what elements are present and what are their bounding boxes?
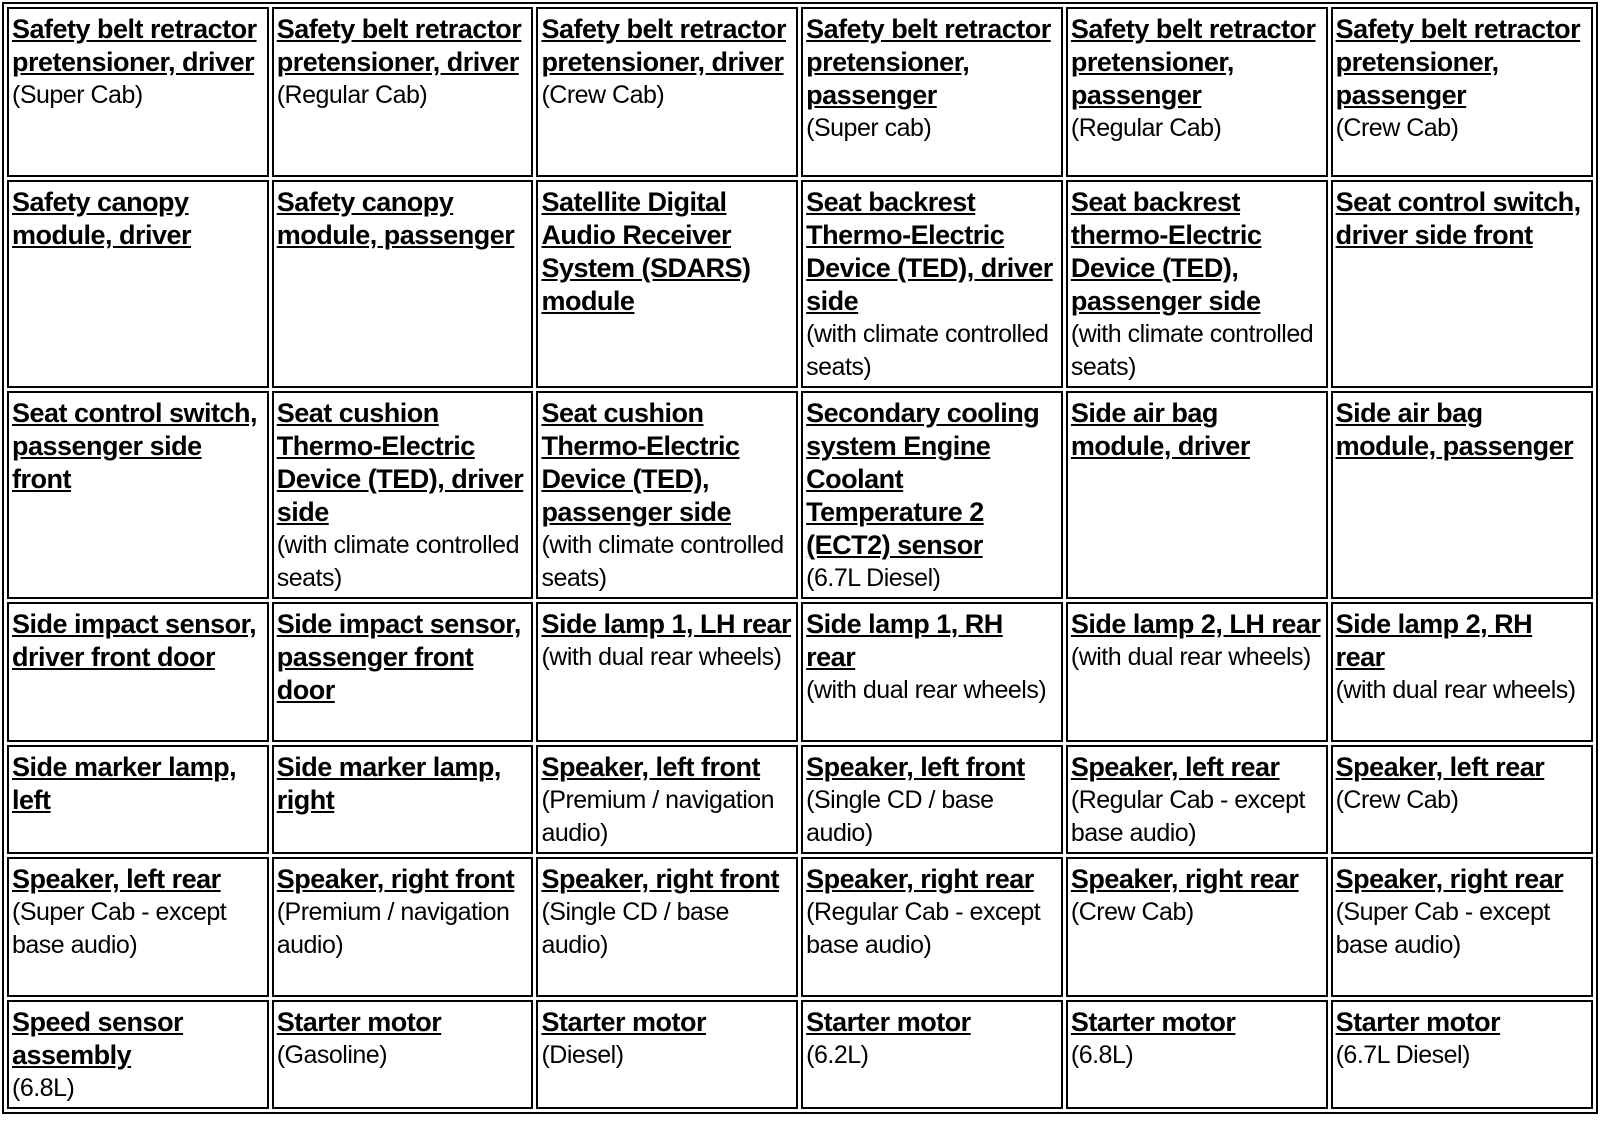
table-cell bbox=[7, 7, 269, 177]
component-link[interactable]: Speaker, left rear bbox=[12, 864, 221, 894]
component-link[interactable]: Safety belt retractor pretensioner, passenger bbox=[806, 14, 1051, 110]
component-link[interactable]: Speaker, left front bbox=[541, 752, 761, 782]
component-link[interactable]: Speaker, left rear bbox=[1070, 752, 1280, 782]
table-row bbox=[7, 602, 1593, 742]
component-note: (6.7L Diesel) bbox=[1335, 1041, 1470, 1069]
component-note: (Crew Cab) bbox=[541, 81, 665, 109]
component-note: (6.7L Diesel) bbox=[806, 564, 941, 592]
component-note: (Single CD / base audio) bbox=[541, 898, 729, 959]
table-cell bbox=[1066, 857, 1328, 997]
table-row bbox=[7, 745, 1593, 854]
component-note: (Regular Cab - except base audio) bbox=[806, 898, 1041, 959]
table-cell bbox=[1331, 391, 1593, 599]
component-note: (Single CD / base audio) bbox=[806, 786, 994, 847]
component-link[interactable]: Side lamp 2, LH rear bbox=[1070, 609, 1321, 639]
component-note: (Super Cab - except base audio) bbox=[12, 898, 227, 959]
component-link[interactable]: Starter motor bbox=[541, 1007, 706, 1037]
component-note: (with dual rear wheels) bbox=[1070, 643, 1311, 671]
table-cell bbox=[536, 857, 798, 997]
component-link[interactable]: Speed sensor assembly bbox=[12, 1007, 184, 1070]
component-link[interactable]: Speaker, right rear bbox=[1070, 864, 1299, 894]
component-link[interactable]: Seat cushion Thermo-Electric Device (TED), passenger side bbox=[541, 398, 740, 527]
component-link[interactable]: Speaker, left front bbox=[806, 752, 1025, 782]
table-cell bbox=[1331, 857, 1593, 997]
table-cell bbox=[7, 180, 269, 388]
table-row bbox=[7, 7, 1593, 177]
component-link[interactable]: Safety belt retractor pretensioner, passenger bbox=[1070, 14, 1316, 110]
table-cell bbox=[801, 7, 1063, 177]
component-link[interactable]: Side air bag module, passenger bbox=[1335, 398, 1574, 461]
component-note: (with dual rear wheels) bbox=[541, 643, 782, 671]
component-note: (with dual rear wheels) bbox=[1335, 676, 1576, 704]
component-note: (6.2L) bbox=[806, 1041, 869, 1069]
table-cell bbox=[272, 602, 534, 742]
table-cell bbox=[536, 602, 798, 742]
component-link[interactable]: Side lamp 1, RH rear bbox=[806, 609, 1003, 672]
table-cell bbox=[536, 180, 798, 388]
table-cell bbox=[7, 602, 269, 742]
component-note: (Crew Cab) bbox=[1070, 898, 1194, 926]
component-note: (with dual rear wheels) bbox=[806, 676, 1047, 704]
table-cell bbox=[536, 1000, 798, 1109]
table-cell bbox=[272, 1000, 534, 1109]
component-link[interactable]: Starter motor bbox=[1070, 1007, 1236, 1037]
component-note: (Crew Cab) bbox=[1335, 786, 1459, 814]
component-note: (Super Cab - except base audio) bbox=[1335, 898, 1550, 959]
component-note: (Regular Cab - except base audio) bbox=[1070, 786, 1305, 847]
component-note: (with climate controlled seats) bbox=[1070, 320, 1314, 381]
component-note: (Super cab) bbox=[806, 114, 932, 142]
table-cell bbox=[801, 602, 1063, 742]
table-cell bbox=[801, 745, 1063, 854]
table-cell bbox=[536, 391, 798, 599]
component-note: (with climate controlled seats) bbox=[276, 531, 519, 592]
component-link[interactable]: Side lamp 1, LH rear bbox=[541, 609, 792, 639]
component-link[interactable]: Safety canopy module, passenger bbox=[276, 187, 515, 250]
component-link[interactable]: Side impact sensor, passenger front door bbox=[276, 609, 521, 705]
component-link[interactable]: Side marker lamp, right bbox=[276, 752, 501, 815]
component-note: (Premium / navigation audio) bbox=[276, 898, 510, 959]
table-cell bbox=[1066, 180, 1328, 388]
table-cell bbox=[272, 391, 534, 599]
component-note: (with climate controlled seats) bbox=[541, 531, 784, 592]
component-link[interactable]: Satellite Digital Audio Receiver System (SDARS) module bbox=[541, 187, 751, 316]
component-link[interactable]: Starter motor bbox=[276, 1007, 442, 1037]
component-note: (Premium / navigation audio) bbox=[541, 786, 775, 847]
table-cell bbox=[7, 391, 269, 599]
component-link[interactable]: Safety belt retractor pretensioner, driver bbox=[12, 14, 257, 77]
component-link[interactable]: Speaker, right rear bbox=[806, 864, 1034, 894]
table-cell bbox=[1066, 602, 1328, 742]
table-cell bbox=[536, 7, 798, 177]
table-cell bbox=[1066, 391, 1328, 599]
table-row bbox=[7, 1000, 1593, 1109]
table-cell bbox=[1331, 602, 1593, 742]
table-cell bbox=[272, 7, 534, 177]
table-cell bbox=[1331, 180, 1593, 388]
table-cell bbox=[801, 391, 1063, 599]
component-note: (Regular Cab) bbox=[276, 81, 428, 109]
component-link[interactable]: Side impact sensor, driver front door bbox=[12, 609, 257, 672]
table-cell bbox=[7, 745, 269, 854]
table-row bbox=[7, 857, 1593, 997]
component-link[interactable]: Side air bag module, driver bbox=[1070, 398, 1250, 461]
component-link[interactable]: Safety belt retractor pretensioner, driver bbox=[276, 14, 522, 77]
component-link[interactable]: Speaker, right front bbox=[541, 864, 779, 894]
component-link[interactable]: Safety canopy module, driver bbox=[12, 187, 192, 250]
component-index-table bbox=[2, 2, 1598, 1114]
component-link[interactable]: Seat control switch, driver side front bbox=[1335, 187, 1581, 250]
component-link[interactable]: Side marker lamp, left bbox=[12, 752, 237, 815]
table-cell bbox=[801, 180, 1063, 388]
table-cell bbox=[272, 745, 534, 854]
component-note: (Regular Cab) bbox=[1070, 114, 1222, 142]
table-cell bbox=[801, 857, 1063, 997]
component-link[interactable]: Seat backrest thermo-Electric Device (TED), passenger side bbox=[1070, 187, 1262, 316]
component-link[interactable]: Safety belt retractor pretensioner, driver bbox=[541, 14, 787, 77]
table-row bbox=[7, 391, 1593, 599]
table-row bbox=[7, 180, 1593, 388]
table-cell bbox=[536, 745, 798, 854]
component-link[interactable]: Seat control switch, passenger side front bbox=[12, 398, 258, 494]
table-cell bbox=[1331, 7, 1593, 177]
component-link[interactable]: Starter motor bbox=[1335, 1007, 1501, 1037]
table-cell bbox=[7, 857, 269, 997]
component-table-body bbox=[7, 7, 1593, 1109]
component-note: (6.8L) bbox=[1070, 1041, 1134, 1069]
component-link[interactable]: Seat backrest Thermo-Electric Device (TED), driver side bbox=[806, 187, 1053, 316]
component-link[interactable]: Secondary cooling system Engine Coolant Temperature 2 (ECT2) sensor bbox=[806, 398, 1040, 560]
table-cell bbox=[1066, 7, 1328, 177]
table-cell bbox=[1066, 1000, 1328, 1109]
table-cell bbox=[272, 180, 534, 388]
component-note: (Gasoline) bbox=[276, 1041, 388, 1069]
table-cell bbox=[7, 1000, 269, 1109]
component-link[interactable]: Side lamp 2, RH rear bbox=[1335, 609, 1533, 672]
table-cell bbox=[1331, 745, 1593, 854]
component-note: (with climate controlled seats) bbox=[806, 320, 1049, 381]
component-link[interactable]: Speaker, right front bbox=[276, 864, 515, 894]
component-link[interactable]: Speaker, left rear bbox=[1335, 752, 1545, 782]
component-note: (Diesel) bbox=[541, 1041, 624, 1069]
table-cell bbox=[1331, 1000, 1593, 1109]
component-note: (6.8L) bbox=[12, 1074, 75, 1102]
component-link[interactable]: Safety belt retractor pretensioner, passenger bbox=[1335, 14, 1581, 110]
table-cell bbox=[272, 857, 534, 997]
component-link[interactable]: Seat cushion Thermo-Electric Device (TED), driver side bbox=[276, 398, 524, 527]
table-cell bbox=[801, 1000, 1063, 1109]
component-link[interactable]: Starter motor bbox=[806, 1007, 971, 1037]
component-note: (Crew Cab) bbox=[1335, 114, 1459, 142]
component-note: (Super Cab) bbox=[12, 81, 143, 109]
table-cell bbox=[1066, 745, 1328, 854]
component-link[interactable]: Speaker, right rear bbox=[1335, 864, 1564, 894]
